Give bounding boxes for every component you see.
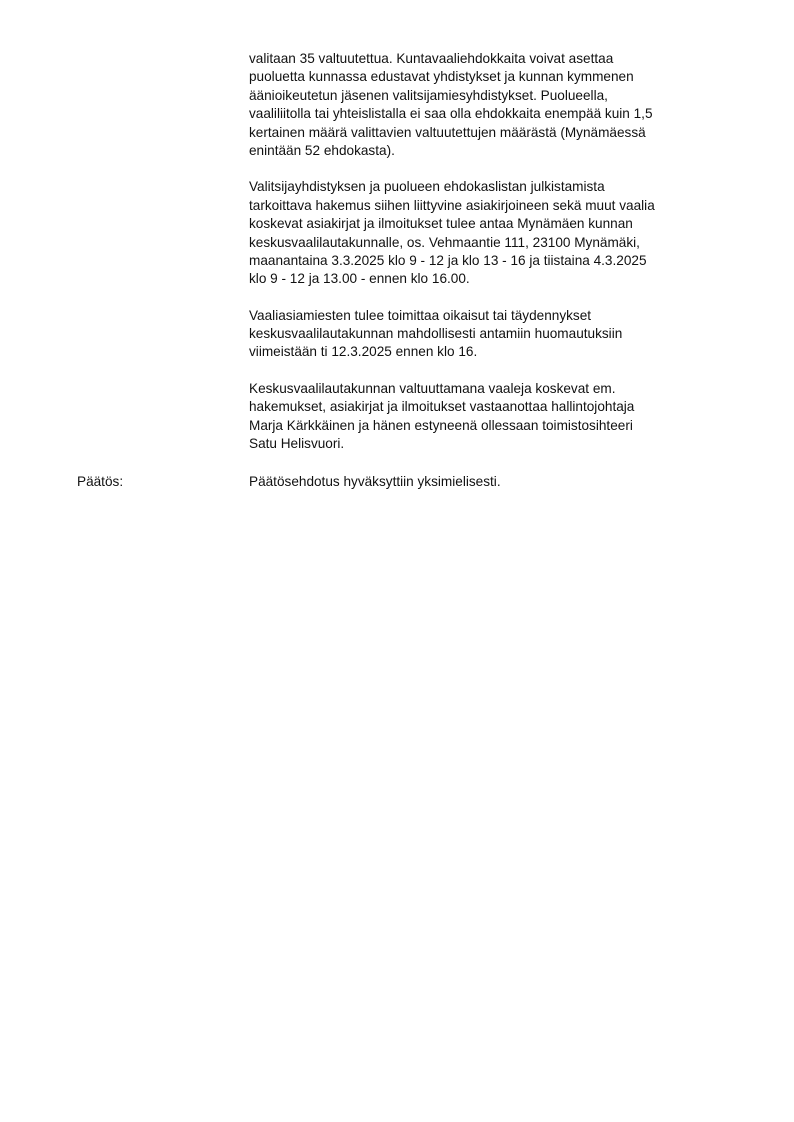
paragraph-line: hakemukset, asiakirjat ja ilmoitukset vastaanottaa hallintojohtaja [249,399,635,415]
paragraph-submission-instructions [249,178,729,288]
paragraph-line: vaaliliitolla tai yhteislistalla ei saa olla ehdokkaita enempää kuin 1,5 [249,106,653,122]
paragraph-corrections-deadline [249,307,729,362]
paragraph-line: keskusvaalilautakunnalle, os. Vehmaantie 111, 23100 Mynämäki, [249,234,640,250]
paragraph-line: Vaaliasiamiesten tulee toimittaa oikaisut tai täydennykset [249,307,592,323]
paragraph-election-candidates [249,50,729,160]
decision-row [0,473,794,492]
paragraph-line: kertainen määrä valittavien valtuutettujen määrästä (Mynämäessä [249,124,646,140]
paragraph-line: koskevat asiakirjat ja ilmoitukset tulee antaa Mynämäen kunnan [249,216,633,232]
paragraph-line: Keskusvaalilautakunnan valtuuttamana vaaleja koskevat em. [249,380,616,396]
paragraph-authorized-receivers [249,380,729,454]
decision-label: Päätös: [77,474,124,489]
paragraph-line: Marja Kärkkäinen ja hänen estyneenä ollessaan toimistosihteeri [249,417,633,433]
paragraph-line: puoluetta kunnassa edustavat yhdistykset ja kunnan kymmenen [249,69,634,85]
paragraph-line: keskusvaalilautakunnan mahdollisesti antamiin huomautuksiin [249,326,623,342]
paragraph-line: Valitsijayhdistyksen ja puolueen ehdokaslistan julkistamista [249,179,605,195]
paragraph-line: klo 9 - 12 ja 13.00 - ennen klo 16.00. [249,271,470,287]
paragraph-line: Satu Helisvuori. [249,436,345,452]
paragraph-line: maanantaina 3.3.2025 klo 9 - 12 ja klo 13 - 16 ja tiistaina 4.3.2025 [249,252,647,268]
minutes-body [249,50,729,471]
paragraph-line: tarkoittava hakemus siihen liittyvine asiakirjoineen sekä muut vaalia [249,197,655,213]
paragraph-line: valitaan 35 valtuutettua. Kuntavaaliehdokkaita voivat asettaa [249,51,614,66]
paragraph-line: viimeistään ti 12.3.2025 ennen klo 16. [249,344,478,360]
paragraph-line: äänioikeutetun jäsenen valitsijamiesyhdistykset. Puolueella, [249,87,608,103]
paragraph-line: enintään 52 ehdokasta). [249,142,395,158]
decision-text: Päätösehdotus hyväksyttiin yksimielisesti. [249,474,501,489]
